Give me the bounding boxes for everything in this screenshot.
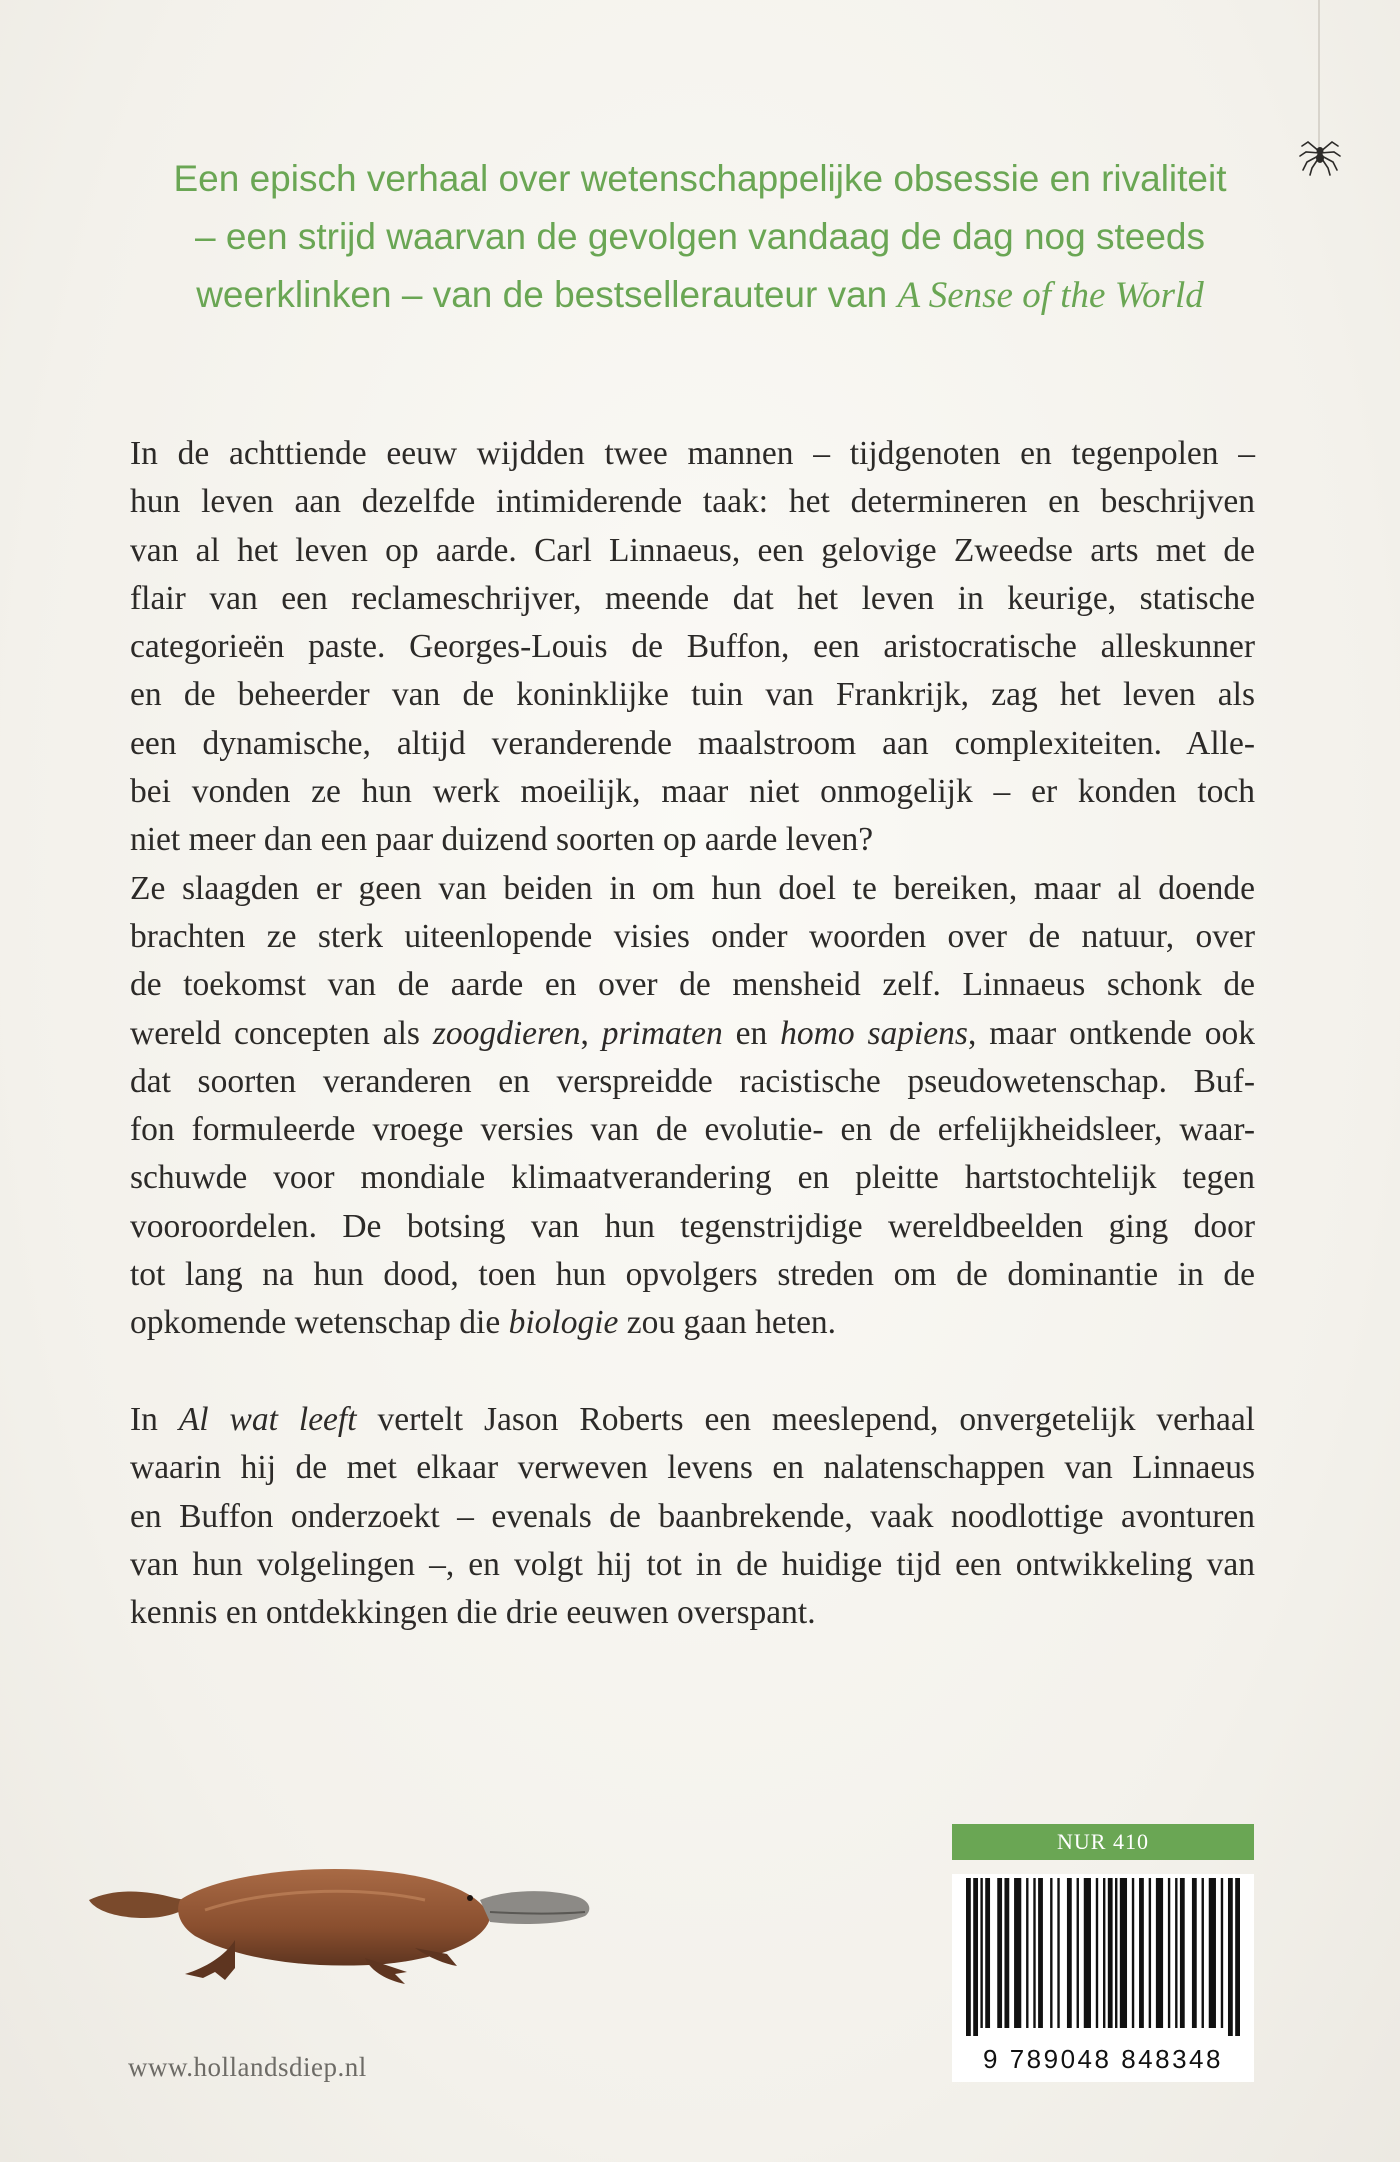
barcode-bar bbox=[973, 1878, 978, 2036]
barcode-bar bbox=[980, 1878, 982, 2028]
barcode-bar bbox=[1221, 1878, 1223, 2028]
barcode-bar bbox=[966, 1878, 971, 2036]
blurb-text-run: In bbox=[130, 1400, 179, 1438]
barcode-bar bbox=[985, 1878, 990, 2028]
blurb-line: tot lang na hun dood, toen hun opvolgers streden om de dominantie in de bbox=[130, 1256, 1255, 1294]
spider-thread bbox=[1318, 0, 1320, 150]
tagline-line-1: Een episch verhaal over wetenschappelijke obsessie en rivaliteit bbox=[173, 158, 1227, 199]
nur-badge: NUR 410 bbox=[952, 1824, 1254, 1860]
blurb-line bbox=[130, 1299, 1255, 1347]
blurb-line: brachten ze sterk uiteenlopende visies onder woorden over de natuur, over bbox=[130, 917, 1255, 955]
blurb-line: de toekomst van de aarde en over de mensheid zelf. Linnaeus schonk de bbox=[130, 966, 1255, 1004]
barcode-bar bbox=[1033, 1878, 1035, 2028]
blurb-line: kennis en ontdekkingen die drie eeuwen overspant. bbox=[130, 1594, 816, 1632]
barcode-bar bbox=[1026, 1878, 1028, 2028]
tagline-line-2: – een strijd waarvan de gevolgen vandaag de dag nog steeds bbox=[194, 216, 1206, 257]
blurb-line: categorieën paste. Georges-Louis de Buffon, een aristocratische alleskunner bbox=[130, 628, 1255, 666]
barcode-bar bbox=[1202, 1878, 1204, 2028]
spider-icon bbox=[1298, 132, 1342, 176]
barcode-bar bbox=[1067, 1878, 1072, 2028]
blurb-line: dat soorten veranderen en verspreidde racistische pseudowetenschap. Buf- bbox=[130, 1062, 1255, 1100]
blurb-line: fon formuleerde vroege versies van de evolutie- en de erfelijkheidsleer, waar- bbox=[130, 1111, 1255, 1149]
blurb-text-run: en bbox=[722, 1014, 781, 1052]
barcode-bar bbox=[997, 1878, 1002, 2028]
barcode-bar bbox=[1057, 1878, 1059, 2028]
book-title-al-wat-leeft: Al wat leeft bbox=[178, 1400, 357, 1438]
barcode-bar bbox=[1132, 1878, 1134, 2028]
barcode-bar bbox=[1014, 1878, 1021, 2028]
barcode-bar bbox=[1050, 1878, 1052, 2028]
blurb-text-run: vertelt Jason Roberts een meeslepend, onvergetelijk verhaal bbox=[356, 1400, 1255, 1438]
barcode-bar bbox=[1149, 1878, 1151, 2028]
blurb-line: bei vonden ze hun werk moeilijk, maar niet onmogelijk – er konden toch bbox=[130, 773, 1255, 811]
term-homo-sapiens: homo sapiens bbox=[780, 1014, 968, 1052]
barcode-bar bbox=[1084, 1878, 1091, 2028]
blurb-text-run: opkomende wetenschap die bbox=[130, 1304, 509, 1342]
barcode-graphic bbox=[952, 1874, 1254, 2036]
term-biologie: biologie bbox=[508, 1304, 619, 1342]
barcode-bar bbox=[1228, 1878, 1233, 2036]
barcode-bar bbox=[1139, 1878, 1144, 2028]
blurb-line: en de beheerder van de koninklijke tuin van Frankrijk, zag het leven als bbox=[130, 676, 1255, 714]
blurb-text-run: , maar ontkende ook bbox=[967, 1014, 1256, 1052]
blurb-line bbox=[130, 1396, 1255, 1444]
barcode-bar bbox=[1004, 1878, 1009, 2028]
barcode-bar bbox=[1209, 1878, 1216, 2028]
blurb-line: In de achttiende eeuw wijdden twee mannen – tijdgenoten en tegenpolen – bbox=[130, 435, 1255, 472]
blurb-line: flair van een reclameschrijver, meende dat het leven in keurige, statische bbox=[130, 579, 1255, 617]
barcode-bar bbox=[1168, 1878, 1170, 2028]
blurb-line: en Buffon onderzoekt – evenals de baanbrekende, vaak noodlottige avonturen bbox=[130, 1497, 1255, 1535]
blurb-text-run: wereld concepten als bbox=[130, 1014, 433, 1052]
blurb-line: Ze slaagden er geen van beiden in om hun doel te bereiken, maar al doende bbox=[130, 869, 1255, 907]
term-primaten: primaten bbox=[601, 1014, 723, 1052]
blurb-line: een dynamische, altijd veranderende maalstroom aan complexiteiten. Alle- bbox=[130, 724, 1255, 762]
platypus-illustration bbox=[85, 1840, 595, 1990]
blurb-text-run: zou gaan heten. bbox=[618, 1304, 837, 1342]
barcode-bar bbox=[1180, 1878, 1185, 2028]
publisher-website[interactable]: www.hollandsdiep.nl bbox=[128, 2052, 367, 2082]
blurb-line bbox=[130, 1010, 1255, 1058]
blurb-line: vooroordelen. De botsing van hun tegenstrijdige wereldbeelden ging door bbox=[130, 1207, 1255, 1245]
term-zoogdieren: zoogdieren bbox=[432, 1014, 581, 1052]
blurb-line: schuwde voor mondiale klimaatverandering en pleitte hartstochtelijk tegen bbox=[130, 1159, 1255, 1197]
barcode-bar bbox=[1192, 1878, 1197, 2028]
blurb-line: van al het leven op aarde. Carl Linnaeus, een gelovige Zweedse arts met de bbox=[130, 531, 1255, 569]
barcode-bar bbox=[1115, 1878, 1117, 2028]
blurb-text-run: , bbox=[580, 1014, 602, 1052]
barcode-bar bbox=[1096, 1878, 1098, 2028]
barcode-bar bbox=[1120, 1878, 1127, 2028]
tagline-line-3 bbox=[130, 266, 1270, 325]
barcode-bar bbox=[1235, 1878, 1240, 2036]
barcode-bar bbox=[1103, 1878, 1105, 2028]
blurb-line: waarin hij de met elkaar verweven levens en nalatenschappen van Linnaeus bbox=[130, 1449, 1255, 1487]
barcode-bar bbox=[1038, 1878, 1043, 2028]
tagline-line-3-prefix: weerklinken – van de bestsellerauteur van bbox=[196, 274, 898, 315]
blurb-line: niet meer dan een paar duizend soorten op aarde leven? bbox=[130, 821, 874, 859]
tagline bbox=[130, 150, 1270, 325]
isbn-digits: 9 789048 848348 bbox=[983, 2044, 1223, 2074]
blurb-text bbox=[130, 430, 1255, 1637]
barcode-bar bbox=[1175, 1878, 1177, 2028]
barcode-bar bbox=[1108, 1878, 1113, 2028]
tagline-book-title: A Sense of the World bbox=[897, 275, 1204, 316]
blurb-line: hun leven aan dezelfde intimiderende taak: het determineren en beschrijven bbox=[130, 483, 1255, 521]
barcode-bar bbox=[1156, 1878, 1163, 2028]
barcode-bar bbox=[1077, 1878, 1079, 2028]
paragraph-gap bbox=[130, 1348, 1255, 1396]
blurb-line: van hun volgelingen –, en volgt hij tot in de huidige tijd een ontwikkeling van bbox=[130, 1545, 1255, 1583]
